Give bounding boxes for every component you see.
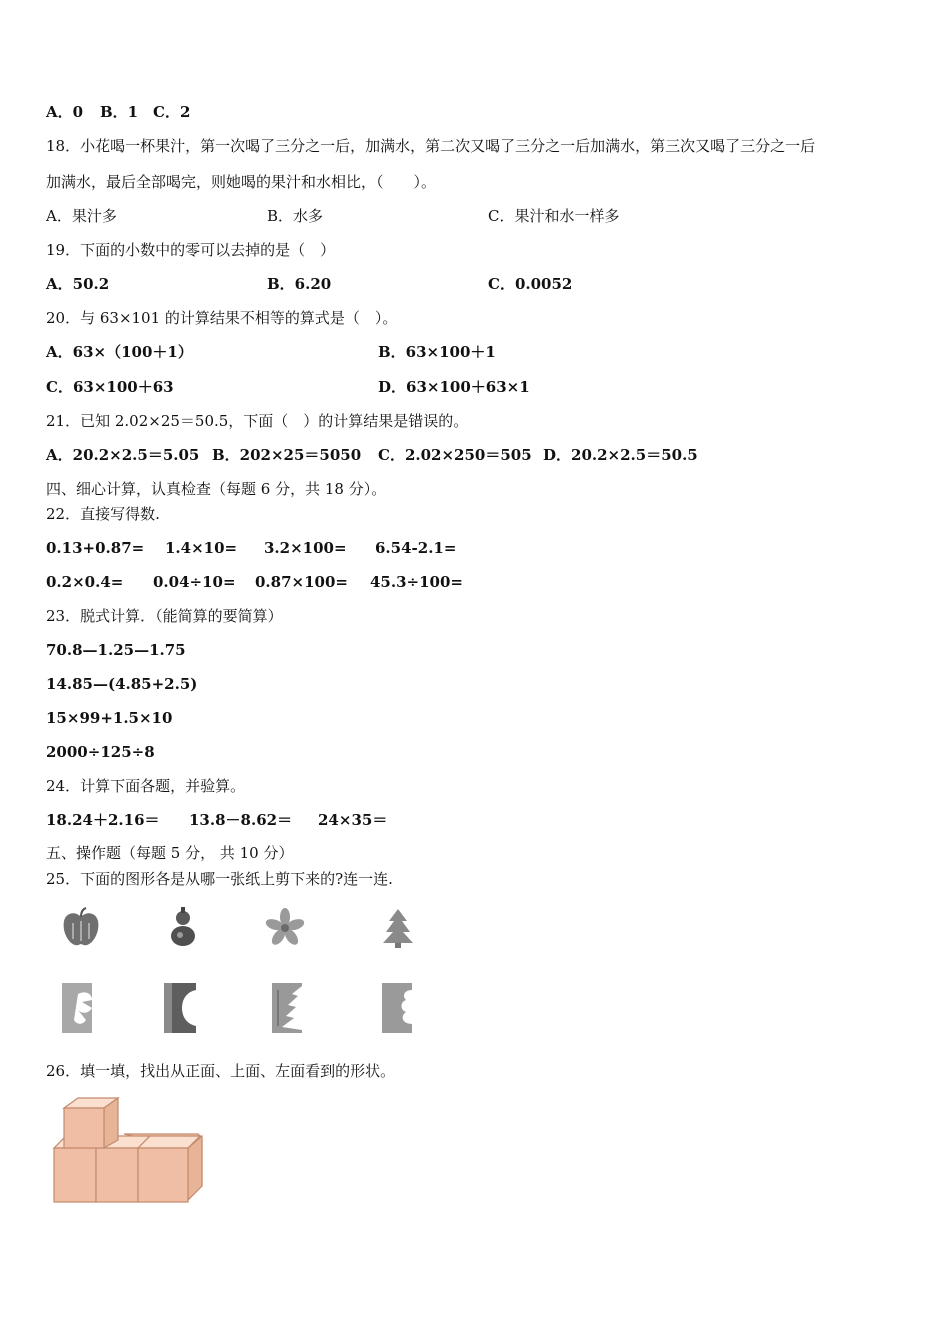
q22-item: 0.13+0.87= xyxy=(46,539,145,557)
q22-item: 1.4×10= xyxy=(165,539,238,557)
q22-item: 3.2×100= xyxy=(264,539,347,557)
q23-item: 14.85—(4.85+2.5) xyxy=(46,675,198,693)
paper-piece-3-icon xyxy=(268,980,310,1036)
q21-option-a: A．20.2×2.5＝5.05 xyxy=(46,446,200,464)
q26-text: 26．填一填，找出从正面、上面、左面看到的形状。 xyxy=(46,1062,396,1080)
q20-option-d: D．63×100＋63×1 xyxy=(378,378,530,396)
q24-item: 24×35＝ xyxy=(318,811,388,829)
q18-text-line1: 18．小花喝一杯果汁，第一次喝了三分之一后，加满水，第二次又喝了三分之一后加满水，第三次又喝了三分之一后 xyxy=(46,137,816,155)
q18-option-a: A．果汁多 xyxy=(46,207,117,225)
gourd-shape-icon xyxy=(160,905,206,951)
q19-text: 19．下面的小数中的零可以去掉的是（ ） xyxy=(46,241,336,259)
q18-text-line2: 加满水，最后全部喝完，则她喝的果汁和水相比，（ ）。 xyxy=(46,173,437,191)
q21-text: 21．已知 2.02×25＝50.5，下面（ ）的计算结果是错误的。 xyxy=(46,412,469,430)
paper-piece-2-icon xyxy=(160,980,202,1036)
q22-item: 0.87×100= xyxy=(255,573,348,591)
q20-option-c: C．63×100＋63 xyxy=(46,378,174,396)
q20-option-a: A．63×（100＋1） xyxy=(46,343,193,361)
q17-option-c: C．2 xyxy=(153,103,191,121)
q19-option-a: A．50.2 xyxy=(46,275,110,293)
paper-piece-4-icon xyxy=(378,980,420,1036)
tree-shape-icon xyxy=(375,905,421,951)
q24-text: 24．计算下面各题，并验算。 xyxy=(46,777,246,795)
q20-option-b: B．63×100＋1 xyxy=(378,343,496,361)
q23-item: 70.8—1.25—1.75 xyxy=(46,641,186,659)
q23-item: 2000÷125÷8 xyxy=(46,743,155,761)
q19-option-c: C．0.0052 xyxy=(488,275,573,293)
q22-item: 45.3÷100= xyxy=(370,573,463,591)
flower-shape-icon xyxy=(262,905,308,951)
q24-item: 18.24＋2.16＝ xyxy=(46,811,160,829)
q20-text: 20．与 63×101 的计算结果不相等的算式是（ ）。 xyxy=(46,309,398,327)
section-5-heading: 五、操作题（每题 5 分， 共 10 分） xyxy=(46,844,294,862)
q22-item: 0.2×0.4= xyxy=(46,573,124,591)
q24-item: 13.8－8.62＝ xyxy=(189,811,293,829)
q22-text: 22．直接写得数. xyxy=(46,505,160,523)
q22-item: 6.54-2.1= xyxy=(375,539,457,557)
q18-option-c: C．果汁和水一样多 xyxy=(488,207,620,225)
q23-text: 23．脱式计算．（能简算的要简算） xyxy=(46,607,283,625)
q17-option-b: B．1 xyxy=(100,103,139,121)
q23-item: 15×99+1.5×10 xyxy=(46,709,173,727)
q17-option-a: A．0 xyxy=(46,103,84,121)
q22-item: 0.04÷10= xyxy=(153,573,236,591)
q19-option-b: B．6.20 xyxy=(267,275,332,293)
q18-option-b: B．水多 xyxy=(267,207,324,225)
q21-option-b: B．202×25＝5050 xyxy=(212,446,362,464)
paper-piece-1-icon xyxy=(58,980,100,1036)
section-4-heading: 四、细心计算，认真检查（每题 6 分，共 18 分）。 xyxy=(46,480,387,498)
q21-option-c: C．2.02×250＝505 xyxy=(378,446,532,464)
q21-option-d: D．20.2×2.5＝50.5 xyxy=(543,446,698,464)
stacked-cubes-figure xyxy=(50,1096,210,1208)
q25-text: 25．下面的图形各是从哪一张纸上剪下来的?连一连. xyxy=(46,870,393,888)
apple-shape-icon xyxy=(58,905,104,951)
